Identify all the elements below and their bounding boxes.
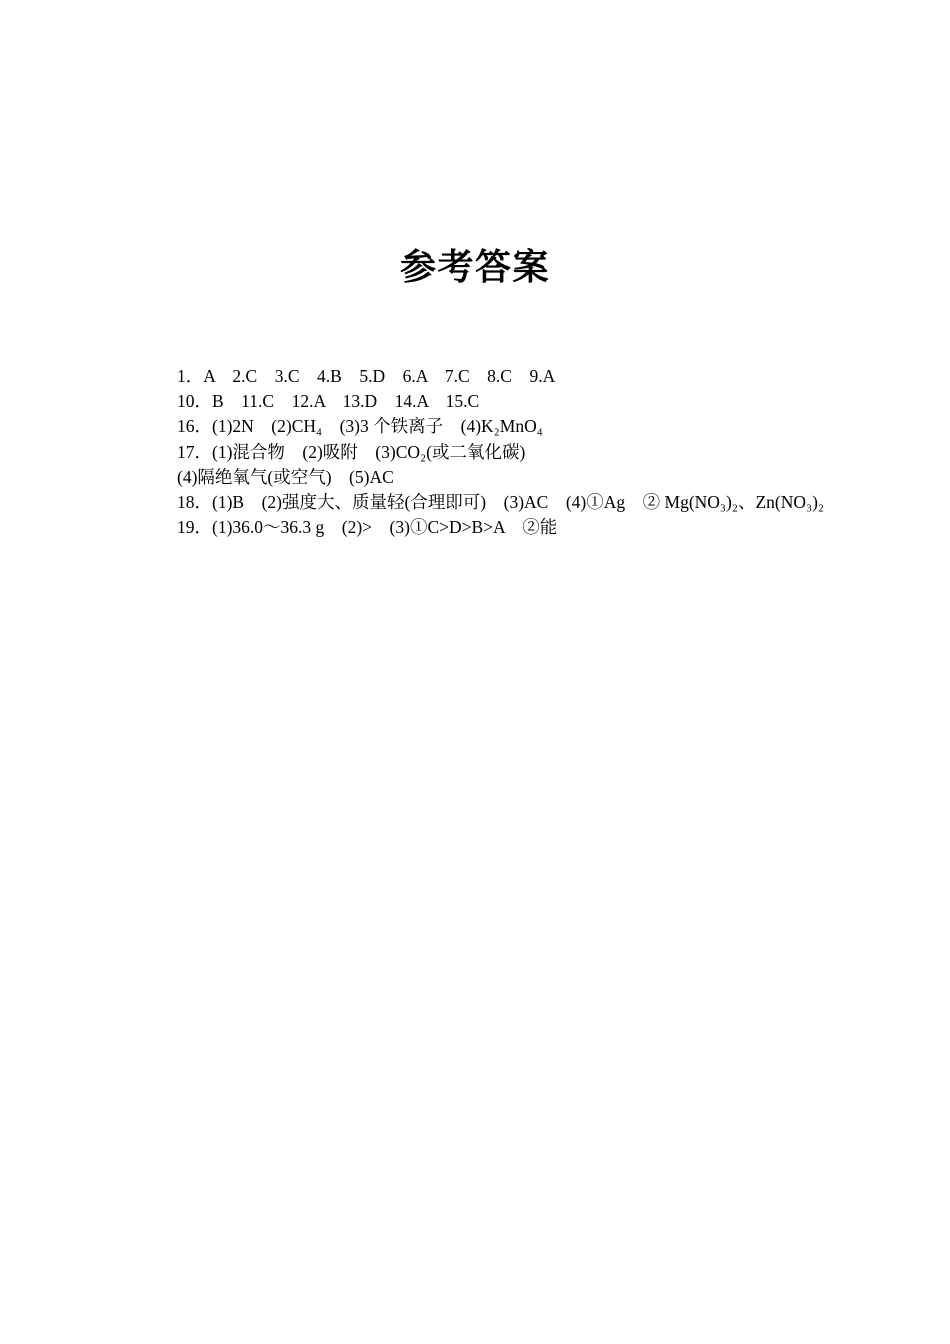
answer-line-q17: 17．(1)混合物 (2)吸附 (3)CO₂(或二氧化碳): [177, 441, 526, 462]
answer-line-choices-1-9: 1．A 2.C 3.C 4.B 5.D 6.A 7.C 8.C 9.A: [177, 366, 556, 386]
answer-list: [177, 364, 897, 540]
answer-line-q16: 16．(1)2N (2)CH₄ (3)3 个铁离子 (4)K₂MnO₄: [177, 416, 543, 437]
answer-line-q18: 18．(1)B (2)强度大、质量轻(合理即可) (3)AC (4)①Ag ② Mg(NO₃)₂、Zn(NO₃)₂: [177, 492, 825, 513]
page-title: 参考答案: [399, 247, 550, 287]
answer-line-q19: 19．(1)36.0～36.3 g (2)> (3)①C>D>B>A ②能: [177, 517, 558, 538]
answer-line-q17-continued: (4)隔绝氧气(或空气) (5)AC: [177, 466, 394, 487]
answer-line-choices-10-15: 10．B 11.C 12.A 13.D 14.A 15.C: [177, 391, 480, 412]
